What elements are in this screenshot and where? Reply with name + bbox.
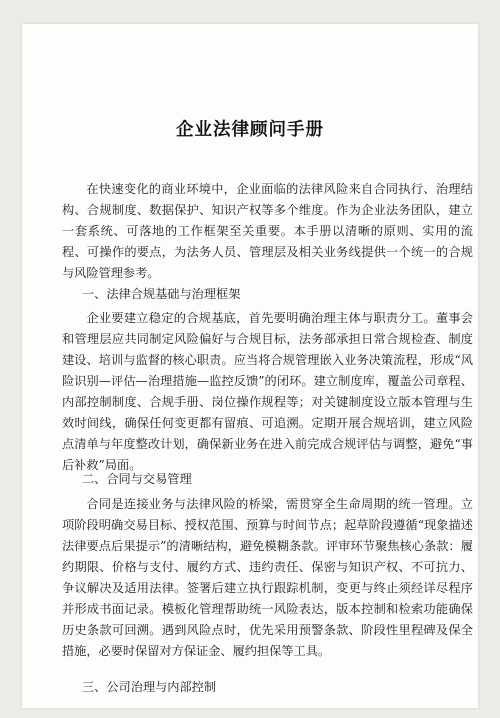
section-heading-legal-compliance: 一、法律合规基础与治理框架 <box>82 287 241 301</box>
document-page <box>22 24 478 708</box>
section-heading-corporate-governance: 三、公司治理与内部控制 <box>82 680 217 694</box>
section-body-legal-compliance: 企业要建立稳定的合规基底，首先要明确治理主体与职责分工。董事会和管理层应共同制定风险偏好与合规目标，法务部承担日常合规检查、制度建设、培训与监督的核心职责。应当将合规管理嵌入业务决策流程，形成“风险识别—评估—治理措施—监控反馈”的闭环。建立制度库，覆盖公司章程、内部控制制度、合规手册、岗位操作规程等；对关键制度设立版本管理与生效时间线，确保任何变更都有留痕、可追溯。定期开展合规培训，建立风险点清单与年度整改计划，确保新业务在进入前完成合规评估与调整，避免“事后补救”局面。 <box>62 311 473 472</box>
intro-paragraph: 在快速变化的商业环境中，企业面临的法律风险来自合同执行、治理结构、合规制度、数据保护、知识产权等多个维度。作为企业法务团队，建立一套系统、可落地的工作框架至关重要。本手册以清晰的原则、实用的流程、可操作的要点，为法务人员、管理层及相关业务线提供一个统一的合规与风险管理参考。 <box>62 182 473 280</box>
section-heading-contract-management: 二、合同与交易管理 <box>82 472 192 486</box>
section-body-contract-management: 合同是连接业务与法律风险的桥梁，需贯穿全生命周期的统一管理。立项阶段明确交易目标、授权范围、预算与时间节点；起草阶段遵循“现象描述法律要点后果提示”的清晰结构，避免模糊条款。评审环节聚焦核心条款：履约期限、价格与支付、履约方式、违约责任、保密与知识产权、不可抗力、争议解决及适用法律。签署后建立执行跟踪机制，变更与终止须经详尽程序并形成书面记录。模板化管理帮助统一风险表达，版本控制和检索功能确保历史条款可回溯。遇到风险点时，优先采用预警条款、阶段性里程碑及保全措施，必要时保留对方保证金、履约担保等工具。 <box>62 497 473 658</box>
document-title: 企业法律顾问手册 <box>176 120 324 140</box>
